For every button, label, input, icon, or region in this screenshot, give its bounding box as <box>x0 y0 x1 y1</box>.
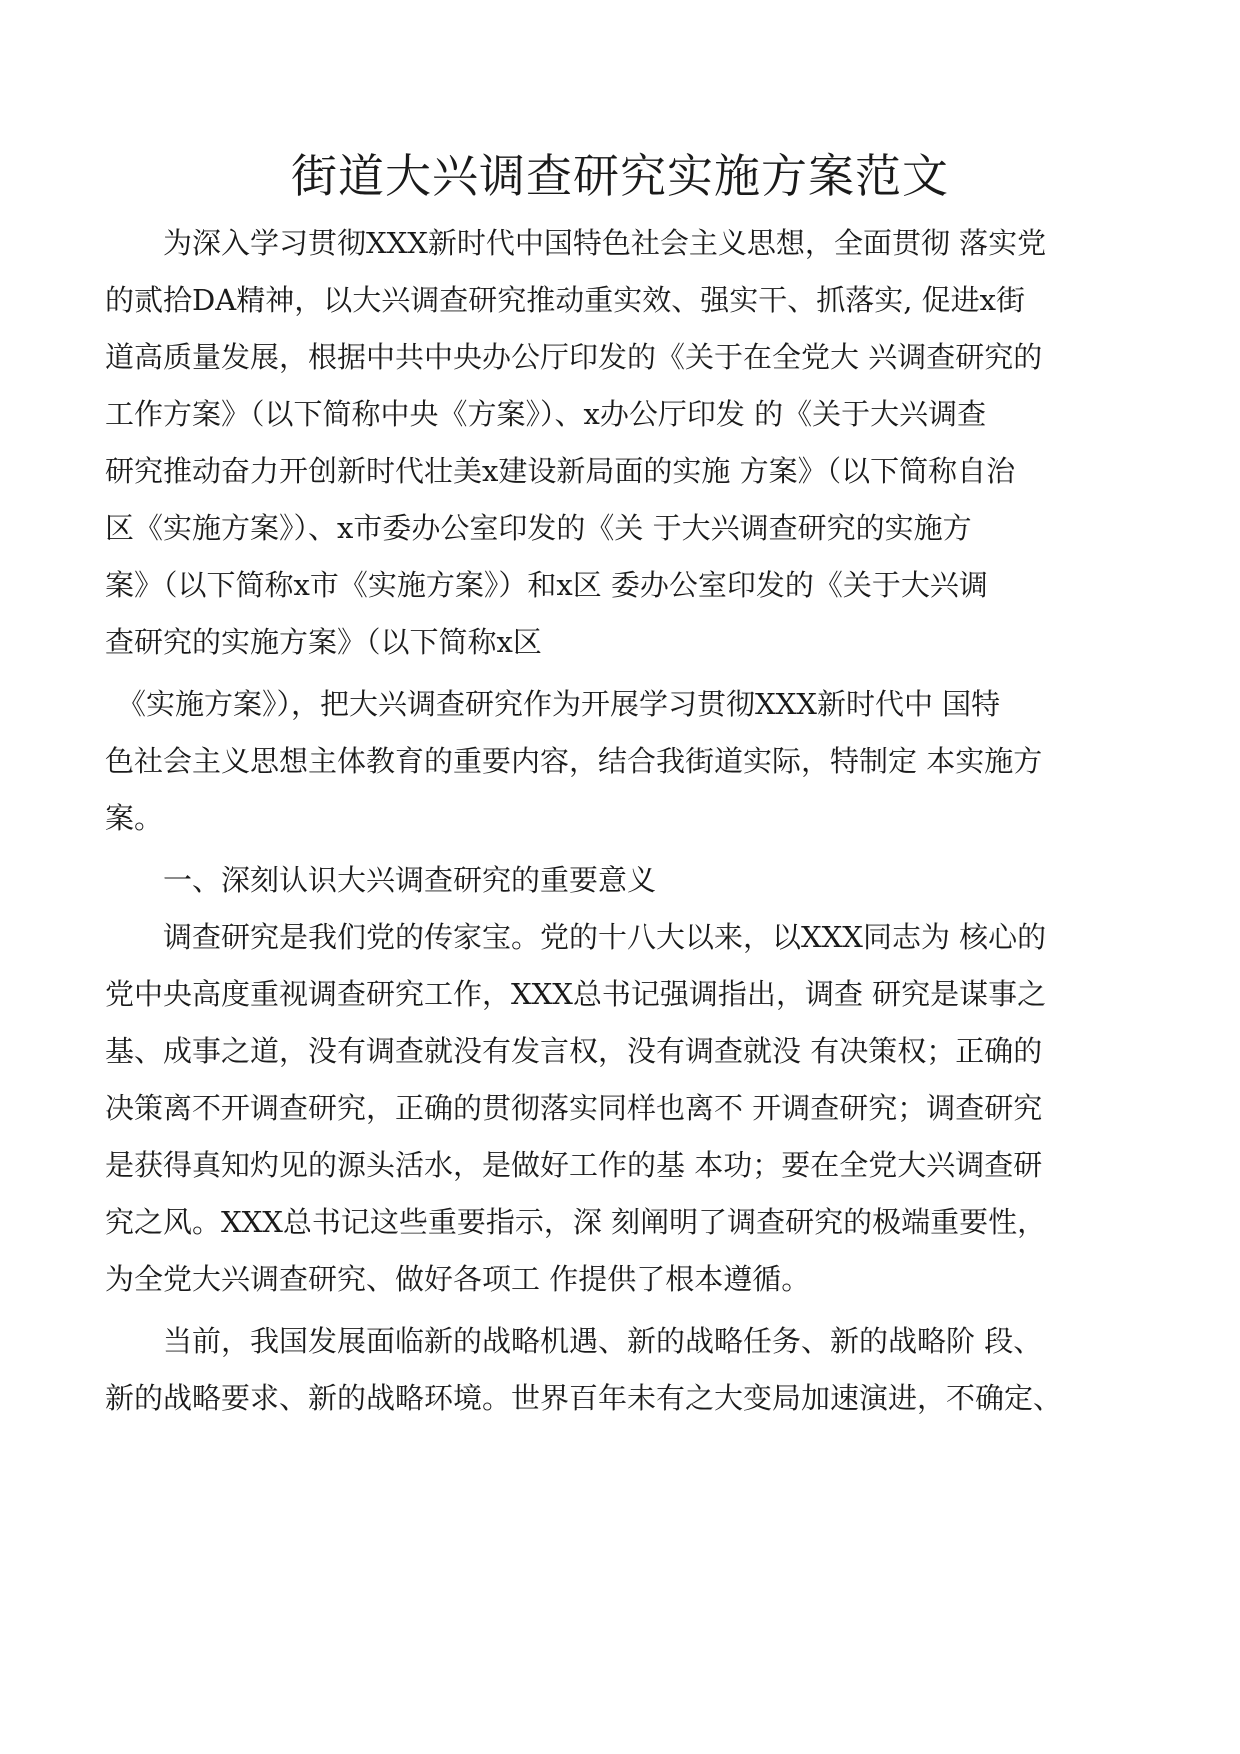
paragraph-line: 为全党大兴调查研究、做好各项工 作提供了根本遵循。 <box>105 1262 811 1296</box>
paragraph-line: 道高质量发展，根据中共中央办公厅印发的《关于在全党大 兴调查研究的 <box>105 340 1043 374</box>
paragraph-line: 工作方案》（以下简称中央《方案》）、x办公厅印发 的《关于大兴调查 <box>105 397 987 431</box>
document-title: 街道大兴调查研究实施方案范文 <box>291 149 949 203</box>
paragraph-line: 新的战略要求、新的战略环境。世界百年未有之大变局加速演进，不确定、 <box>105 1381 1063 1415</box>
paragraph-line: 区《实施方案》）、x市委办公室印发的《关 于大兴调查研究的实施方 <box>105 511 972 545</box>
paragraph-line: 色社会主义思想主体教育的重要内容，结合我街道实际，特制定 本实施方 <box>105 744 1043 778</box>
paragraph-line: 研究推动奋力开创新时代壮美x建设新局面的实施 方案》（以下简称自治 <box>105 454 1016 488</box>
paragraph-line: 查研究的实施方案》（以下简称x区 <box>105 625 542 659</box>
paragraph-line: 的贰拾DA精神，以大兴调查研究推动重实效、强实干、抓落实, 促进x街 <box>105 283 1025 317</box>
paragraph-line: 究之风。XXX总书记这些重要指示，深 刻阐明了调查研究的极端重要性， <box>105 1205 1047 1239</box>
paragraph-line: 决策离不开调查研究，正确的贯彻落实同样也离不 开调查研究；调查研究 <box>105 1091 1043 1125</box>
paragraph-line: 调查研究是我们党的传家宝。党的十八大以来，以XXX同志为 核心的 <box>163 920 1047 954</box>
paragraph-line: 《实施方案》），把大兴调查研究作为开展学习贯彻XXX新时代中 国特 <box>117 687 1001 721</box>
section-heading: 一、深刻认识大兴调查研究的重要意义 <box>163 863 657 897</box>
paragraph-line: 党中央高度重视调查研究工作，XXX总书记强调指出，调查 研究是谋事之 <box>105 977 1047 1011</box>
paragraph-line: 为深入学习贯彻XXX新时代中国特色社会主义思想，全面贯彻 落实党 <box>163 226 1047 260</box>
paragraph-line: 案》（以下简称x市《实施方案》）和x区 委办公室印发的《关于大兴调 <box>105 568 988 602</box>
paragraph-line: 当前，我国发展面临新的战略机遇、新的战略任务、新的战略阶 段、 <box>163 1324 1043 1358</box>
paragraph-line: 是获得真知灼见的源头活水，是做好工作的基 本功；要在全党大兴调查研 <box>105 1148 1043 1182</box>
paragraph-line: 案。 <box>105 801 164 835</box>
paragraph-line: 基、成事之道，没有调查就没有发言权，没有调查就没 有决策权；正确的 <box>105 1034 1043 1068</box>
